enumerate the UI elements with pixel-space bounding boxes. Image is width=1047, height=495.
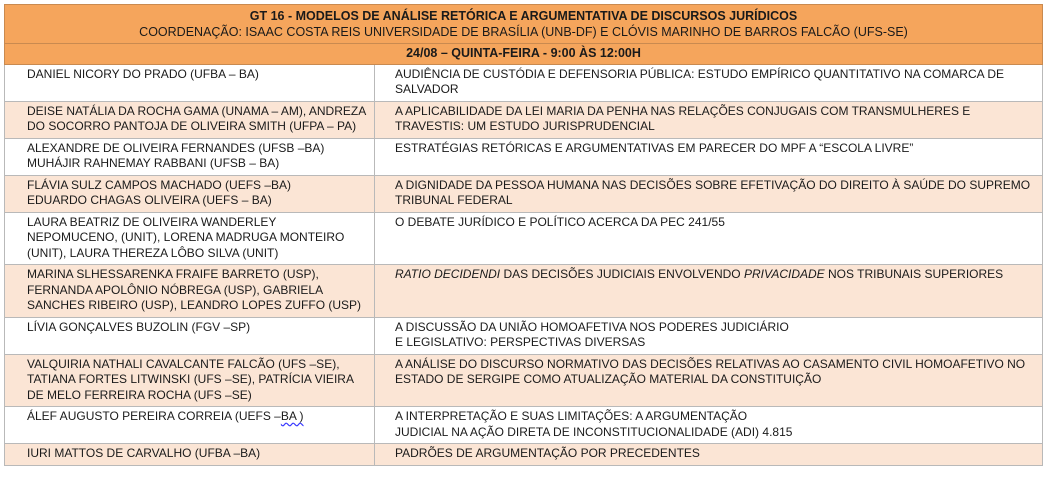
paper-title-line: E LEGISLATIVO: PERSPECTIVAS DIVERSAS xyxy=(395,335,646,349)
paper-title-cell xyxy=(375,212,1043,265)
working-group-title: GT 16 - MODELOS DE ANÁLISE RETÓRICA E ARGUMENTATIVA DE DISCURSOS JURÍDICOS xyxy=(249,9,798,23)
table-row xyxy=(5,64,1043,101)
title-text-end: NOS TRIBUNAIS SUPERIORES xyxy=(824,267,1004,281)
author-line: MUHÁJIR RAHNEMAY RABBANI (UFSB – BA) xyxy=(27,156,280,170)
paper-title xyxy=(395,267,1038,283)
paper-title-line: A DISCUSSÃO DA UNIÃO HOMOAFETIVA NOS PODERES JUDICIÁRIO xyxy=(395,319,789,334)
authors: LÍVIA GONÇALVES BUZOLIN (FGV –SP) xyxy=(27,319,251,334)
authors: MARINA SLHESSARENKA FRAIFE BARRETO (USP), FERNANDA APOLÔNIO NÓBREGA (USP), GABRIELA SANCHES RIBEIRO (USP), LEANDRO LOPES ZUFFO (USP) xyxy=(27,267,362,312)
table-row xyxy=(5,407,1043,444)
schedule-sheet xyxy=(4,4,1042,466)
authors: LAURA BEATRIZ DE OLIVEIRA WANDERLEY NEPOMUCENO, (UNIT), LORENA MADRUGA MONTEIRO (UNIT), LAURA THEREZA LÔBO SILVA (UNIT) xyxy=(27,214,345,260)
paper-title-cell xyxy=(375,407,1043,444)
paper-title: ESTRATÉGIAS RETÓRICAS E ARGUMENTATIVAS EM PARECER DO MPF A “ESCOLA LIVRE” xyxy=(395,140,914,155)
paper-title: A DIGNIDADE DA PESSOA HUMANA NAS DECISÕES SOBRE EFETIVAÇÃO DO DIREITO À SAÚDE DO SUPREMO TRIBUNAL FEDERAL xyxy=(395,177,1031,207)
paper-title: A APLICABILIDADE DA LEI MARIA DA PENHA NAS RELAÇÕES CONJUGAIS COM TRANSMULHERES E TRAVESTIS: UM ESTUDO JURISPRUDENCIAL xyxy=(395,103,971,133)
authors-cell xyxy=(5,212,375,265)
paper-title: AUDIÊNCIA DE CUSTÓDIA E DEFENSORIA PÚBLICA: ESTUDO EMPÍRICO QUANTITATIVO NA COMARCA DE SALVADOR xyxy=(395,66,1004,96)
table-row xyxy=(5,265,1043,318)
session-date: 24/08 – QUINTA-FEIRA - 9:00 ÀS 12:00H xyxy=(5,44,1043,65)
paper-title-cell xyxy=(375,64,1043,101)
table-row xyxy=(5,444,1043,466)
authors: DEISE NATÁLIA DA ROCHA GAMA (UNAMA – AM), ANDREZA DO SOCORRO PANTOJA DE OLIVEIRA SMITH (UFPA – PA) xyxy=(27,103,366,133)
schedule-table xyxy=(4,4,1043,466)
authors-cell xyxy=(5,138,375,175)
authors-cell xyxy=(5,317,375,354)
table-row xyxy=(5,138,1043,175)
paper-title-line: A INTERPRETAÇÃO E SUAS LIMITAÇÕES: A ARGUMENTAÇÃO xyxy=(395,409,748,423)
authors-cell xyxy=(5,265,375,318)
authors-cell xyxy=(5,444,375,466)
spellcheck-underlined-text: BA ) xyxy=(280,409,304,423)
paper-title-cell xyxy=(375,444,1043,466)
paper-title: PADRÕES DE ARGUMENTAÇÃO POR PRECEDENTES xyxy=(395,446,700,460)
title-italic-ratio: RATIO DECIDENDI xyxy=(395,267,501,281)
paper-title-line: JUDICIAL NA AÇÃO DIRETA DE INCONSTITUCIONALIDADE (ADI) 4.815 xyxy=(395,424,793,439)
title-italic-privacidade: PRIVACIDADE xyxy=(743,267,825,281)
authors-cell xyxy=(5,407,375,444)
table-row xyxy=(5,317,1043,354)
authors: DANIEL NICORY DO PRADO (UFBA – BA) xyxy=(27,66,259,81)
authors: IURI MATTOS DE CARVALHO (UFBA –BA) xyxy=(27,446,261,460)
header-cell xyxy=(5,5,1043,44)
authors-cell xyxy=(5,64,375,101)
table-row xyxy=(5,175,1043,212)
author-line: FLÁVIA SULZ CAMPOS MACHADO (UEFS –BA) xyxy=(27,177,292,192)
title-text-mid: DAS DECISÕES JUDICIAIS ENVOLVENDO xyxy=(500,267,744,281)
header-row xyxy=(5,5,1043,44)
paper-title-cell xyxy=(375,317,1043,354)
author-line: EDUARDO CHAGAS OLIVEIRA (UEFS – BA) xyxy=(27,193,272,207)
session-row xyxy=(5,44,1043,65)
author-line: ALEXANDRE DE OLIVEIRA FERNANDES (UFSB –BA) xyxy=(27,140,325,155)
authors xyxy=(27,409,370,425)
authors-cell xyxy=(5,354,375,407)
paper-title-cell xyxy=(375,101,1043,138)
table-row xyxy=(5,212,1043,265)
paper-title-cell xyxy=(375,138,1043,175)
coordination-line: COORDENAÇÃO: ISAAC COSTA REIS UNIVERSIDADE DE BRASÍLIA (UNB-DF) E CLÓVIS MARINHO DE BARROS FALCÃO (UFS-SE) xyxy=(139,25,908,39)
table-row xyxy=(5,354,1043,407)
authors-cell xyxy=(5,175,375,212)
table-row xyxy=(5,101,1043,138)
paper-title-cell xyxy=(375,175,1043,212)
paper-title-cell xyxy=(375,354,1043,407)
paper-title: O DEBATE JURÍDICO E POLÍTICO ACERCA DA PEC 241/55 xyxy=(395,214,725,229)
authors: VALQUIRIA NATHALI CAVALCANTE FALCÃO (UFS –SE), TATIANA FORTES LITWINSKI (UFS –SE), PATRÍCIA VIEIRA DE MELO FERREIRA ROCHA (UFS –SE) xyxy=(27,356,354,402)
authors-cell xyxy=(5,101,375,138)
author-text: ÁLEF AUGUSTO PEREIRA CORREIA (UEFS – xyxy=(27,409,281,423)
paper-title-cell xyxy=(375,265,1043,318)
paper-title: A ANÁLISE DO DISCURSO NORMATIVO DAS DECISÕES RELATIVAS AO CASAMENTO CIVIL HOMOAFETIVO NO ESTADO DE SERGIPE COMO ATUALIZAÇÃO MATERIAL DA CONSTITUIÇÃO xyxy=(395,356,1026,386)
